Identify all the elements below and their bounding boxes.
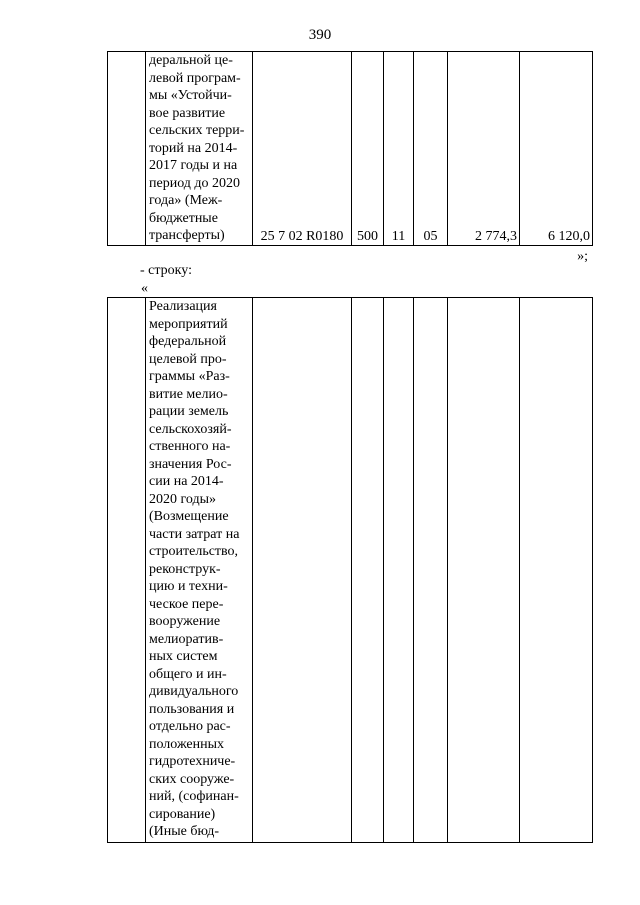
opening-quote: « xyxy=(141,281,148,296)
budget-table-upper xyxy=(107,51,593,246)
row-number-cell xyxy=(108,298,146,843)
section-cell: 11 xyxy=(384,52,414,246)
closing-quote: »; xyxy=(577,249,588,264)
subsection-cell: 05 xyxy=(414,52,448,246)
table-row xyxy=(108,298,593,843)
target-code-cell xyxy=(253,298,352,843)
section-cell xyxy=(384,298,414,843)
line-label: - строку: xyxy=(140,263,192,278)
page-number: 390 xyxy=(308,27,332,43)
item-name-cell: Реализация мероприятий федеральной целевой про- граммы «Раз- витие мелио- рации земель сельскохозяй- ственного на- значения Рос- сии на 2014- 2020 годы» (Возмещение части затрат на строительство, реконструк- цию и техни- ческое пере- вооружение мелиоратив- ных систем общего и ин- дивидуального пользования и отдельно рас- положенных гидротехниче- ских сооруже- ний, (софинан- сирование) (Иные бюд- xyxy=(146,298,253,843)
row-number-cell xyxy=(108,52,146,246)
item-name-cell: деральной це- левой програм- мы «Устойчи- вое развитие сельских терри- торий на 2014- 2017 годы и на период до 2020 года» (Меж- бюджетные трансферты) xyxy=(146,52,253,246)
amount-cell-2 xyxy=(520,298,593,843)
amount-cell-1 xyxy=(448,298,520,843)
expense-type-cell: 500 xyxy=(352,52,384,246)
expense-type-cell xyxy=(352,298,384,843)
amount-cell-2: 6 120,0 xyxy=(520,52,593,246)
budget-table-lower xyxy=(107,297,593,843)
amount-cell-1: 2 774,3 xyxy=(448,52,520,246)
target-code-cell: 25 7 02 R0180 xyxy=(253,52,352,246)
subsection-cell xyxy=(414,298,448,843)
table-row xyxy=(108,52,593,246)
